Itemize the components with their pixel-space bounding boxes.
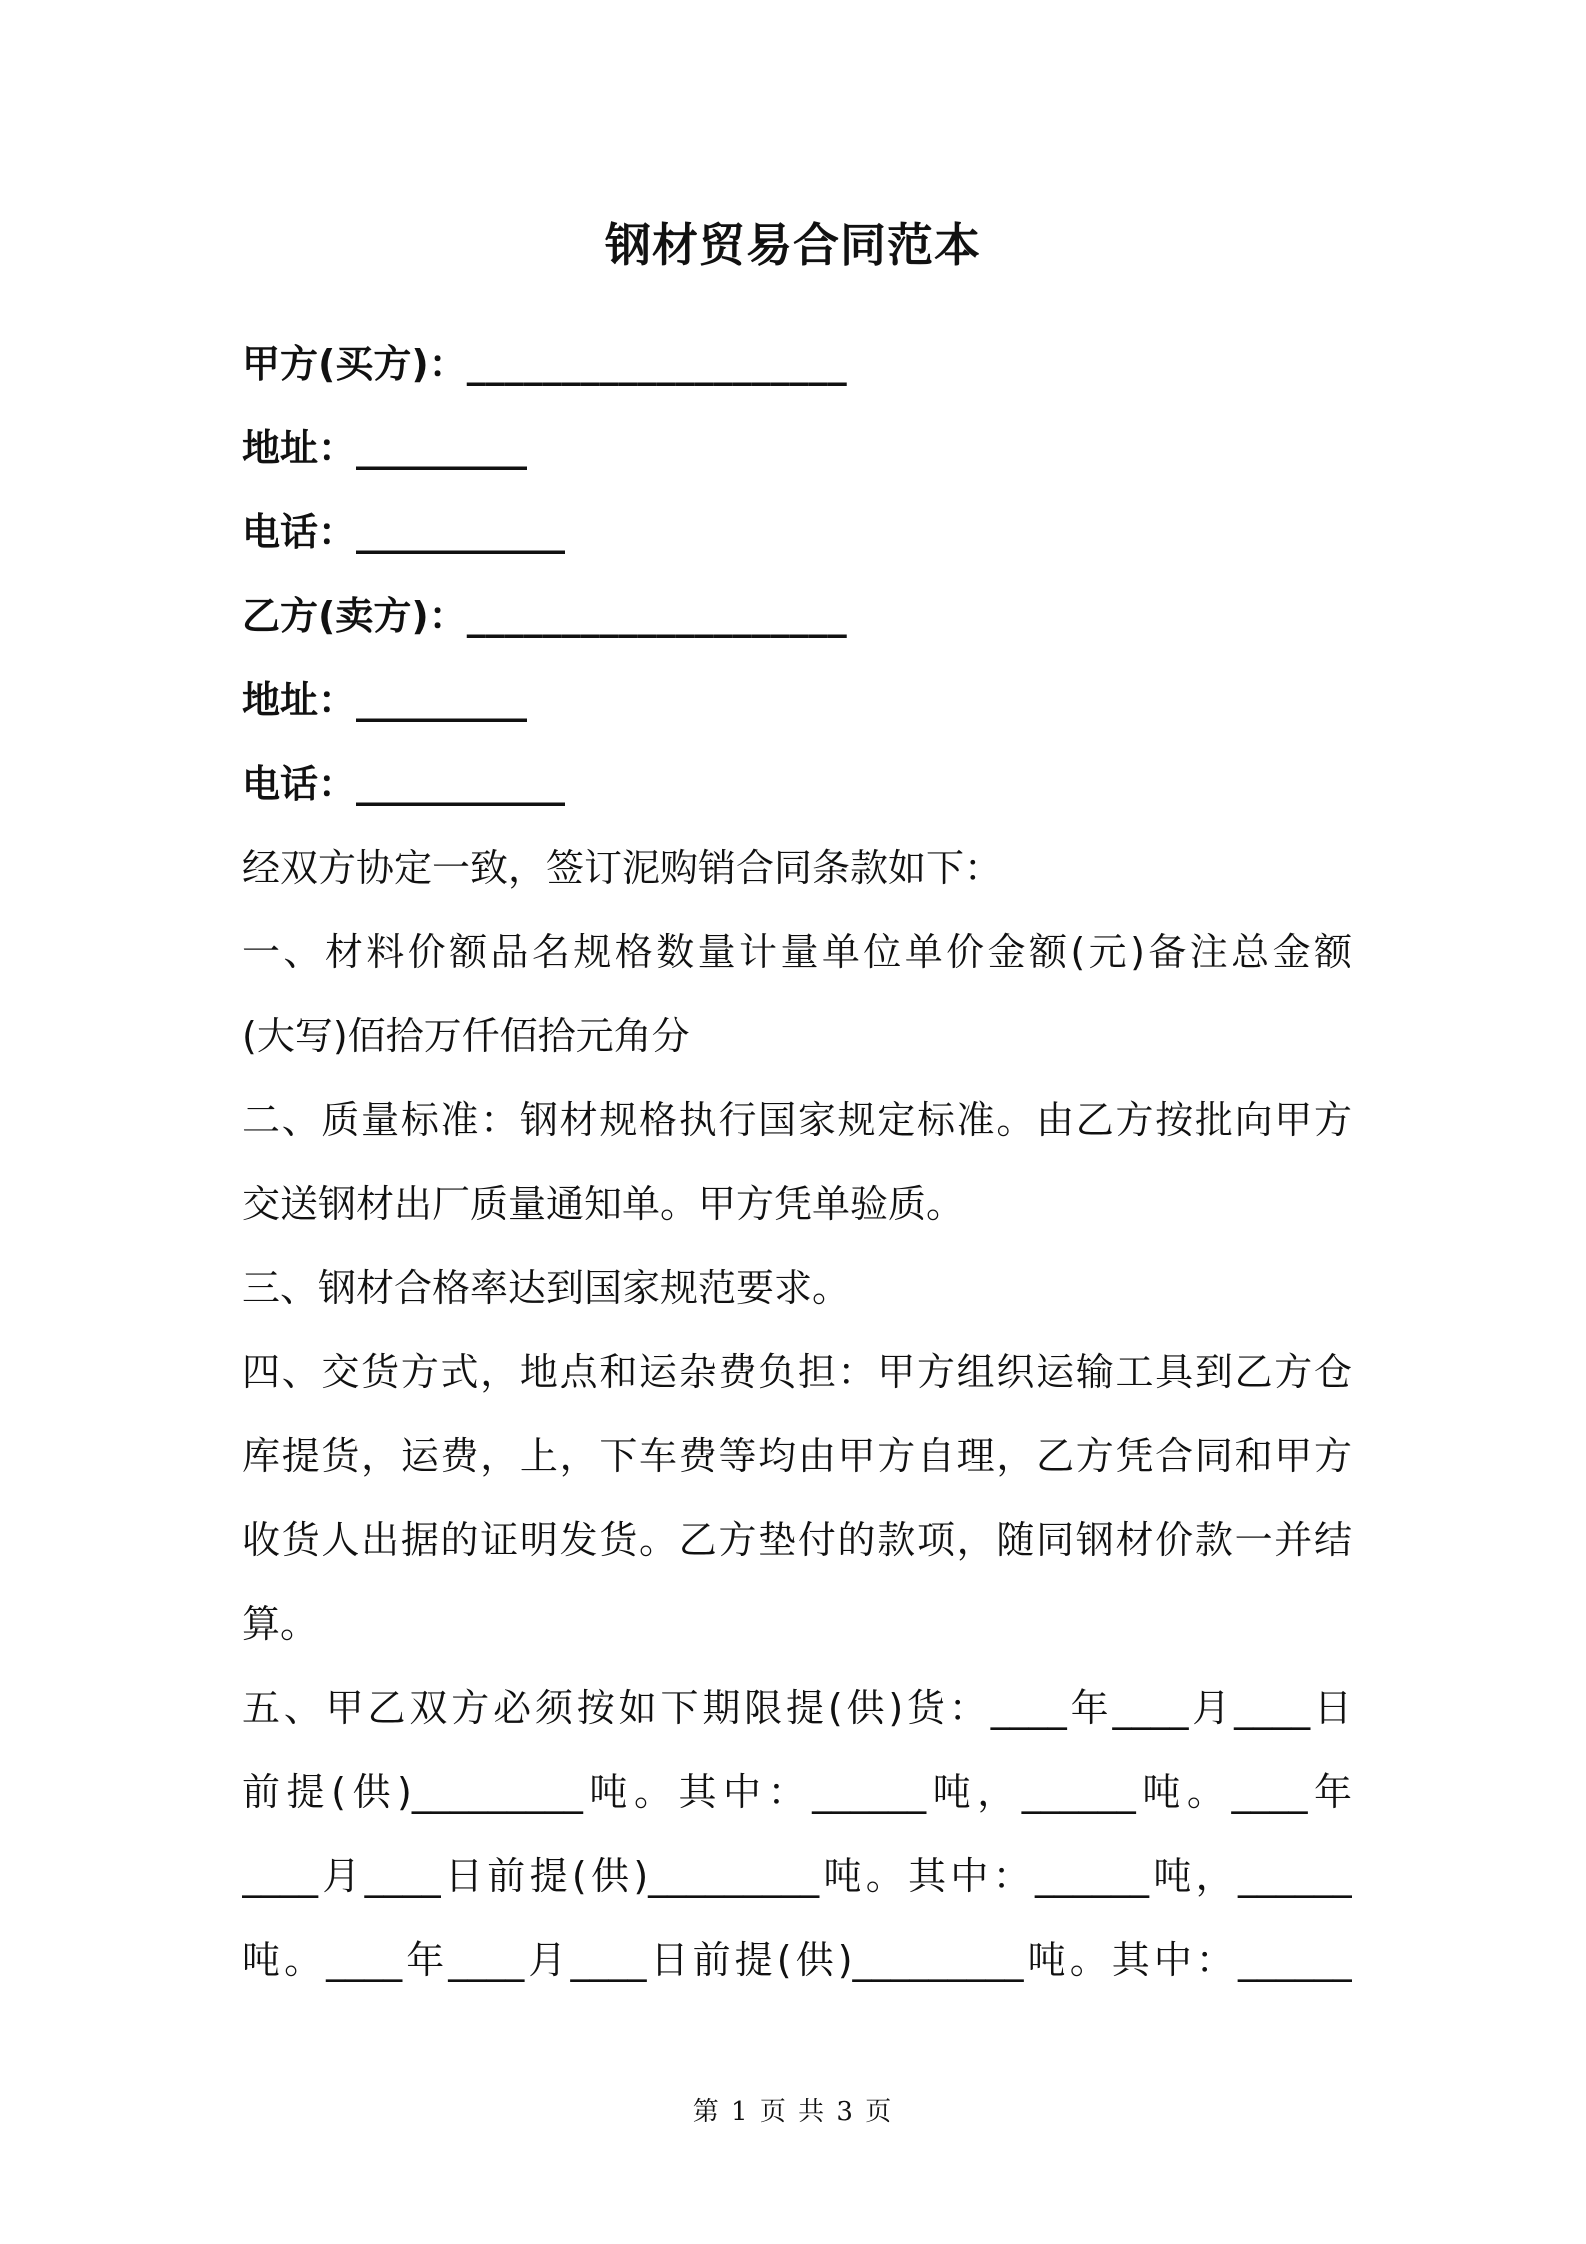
seller-name-line: 乙方(卖方)：____________________	[242, 594, 847, 638]
buyer-address-line: 地址：_________	[242, 426, 528, 470]
clause-5-line-3: ____月____日前提(供)_________吨。其中：______吨，______	[242, 1854, 1352, 1898]
agreement-intro-line: 经双方协定一致，签订泥购销合同条款如下：	[242, 846, 1003, 890]
clause-3-line-1: 三、钢材合格率达到国家规范要求。	[242, 1266, 851, 1310]
clause-4-line-1: 四、交货方式，地点和运杂费负担：甲方组织运输工具到乙方仓	[242, 1350, 1352, 1394]
clause-1-line-2: (大写)佰拾万仟佰拾元角分	[242, 1014, 690, 1058]
clause-5-line-1: 五、甲乙双方必须按如下期限提(供)货：____年____月____日	[242, 1686, 1352, 1730]
buyer-name-line: 甲方(买方)：____________________	[242, 342, 847, 386]
seller-phone-line: 电话：___________	[242, 762, 566, 806]
buyer-phone-line: 电话：___________	[242, 510, 566, 554]
clause-5-line-2: 前提(供)_________吨。其中：______吨，______吨。____年	[242, 1770, 1352, 1814]
clause-5-line-4: 吨。____年____月____日前提(供)_________吨。其中：______	[242, 1938, 1352, 1982]
page-number-footer: 第 1 页 共 3 页	[692, 2097, 894, 2127]
seller-address-line: 地址：_________	[242, 678, 528, 722]
clause-2-line-1: 二、质量标准：钢材规格执行国家规定标准。由乙方按批向甲方	[242, 1098, 1352, 1142]
document-body	[242, 322, 1352, 2002]
document-title: 钢材贸易合同范本	[605, 218, 981, 272]
clause-2-line-2: 交送钢材出厂质量通知单。甲方凭单验质。	[242, 1182, 965, 1226]
clause-4-line-2: 库提货，运费，上，下车费等均由甲方自理，乙方凭合同和甲方	[242, 1434, 1352, 1478]
clause-1-line-1: 一、材料价额品名规格数量计量单位单价金额(元)备注总金额	[242, 930, 1352, 974]
clause-4-line-4: 算。	[242, 1602, 319, 1646]
clause-4-line-3: 收货人出据的证明发货。乙方垫付的款项，随同钢材价款一并结	[242, 1518, 1352, 1562]
